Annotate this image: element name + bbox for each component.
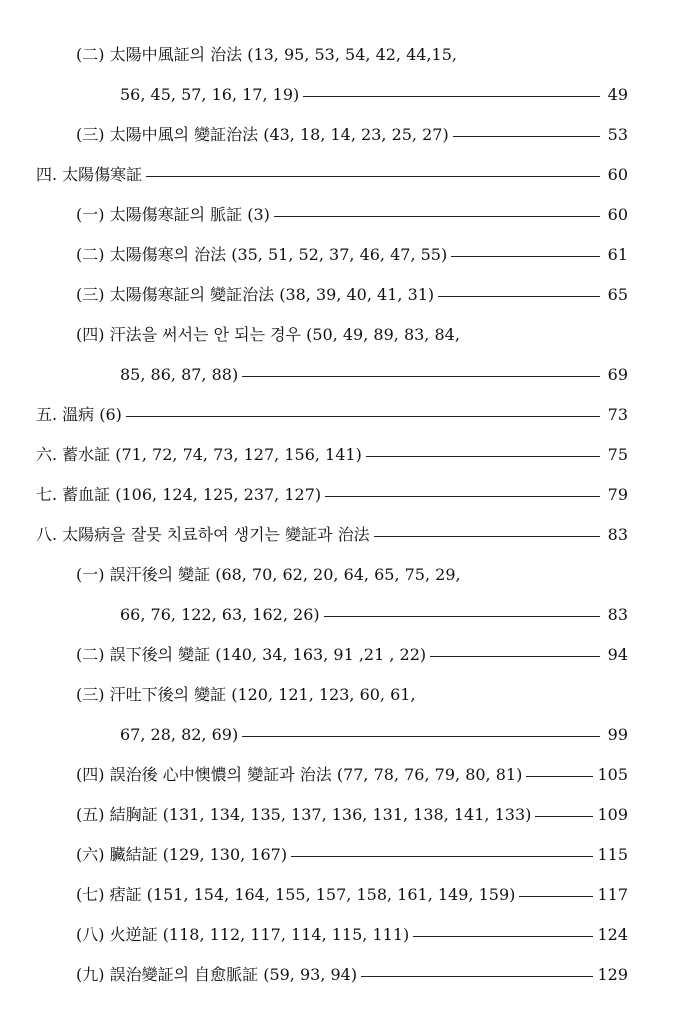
leader-line <box>242 376 600 377</box>
leader-line <box>325 496 600 497</box>
toc-entry <box>76 804 628 826</box>
toc-page-number: 75 <box>607 445 628 464</box>
toc-entry-text: (六) 臟結証 (129, 130, 167) <box>76 845 288 864</box>
leader-line <box>126 416 600 417</box>
leader-line <box>366 456 600 457</box>
toc-entry-text: 六. 蓄水証 (71, 72, 74, 73, 127, 156, 141) <box>36 445 362 464</box>
toc-page-number: 53 <box>607 125 628 144</box>
toc-entry-text: 66, 76, 122, 63, 162, 26) <box>120 605 320 624</box>
toc-page-number: 61 <box>607 245 628 264</box>
toc-entry <box>76 764 628 786</box>
toc-entry <box>76 284 628 306</box>
toc-entry-text: (三) 汗吐下後의 變証 (120, 121, 123, 60, 61, <box>76 685 416 704</box>
toc-entry-text: (二) 誤下後의 變証 (140, 34, 163, 91 ,21 , 22) <box>76 645 427 664</box>
toc-entry-text: 56, 45, 57, 16, 17, 19) <box>120 85 300 104</box>
leader-line <box>361 976 593 977</box>
leader-line <box>451 256 600 257</box>
toc-entry-text: (五) 結胸証 (131, 134, 135, 137, 136, 131, 138, 141, 133) <box>76 805 532 824</box>
leader-line <box>526 776 593 777</box>
toc-entry-text: (二) 太陽中風証의 治法 (13, 95, 53, 54, 42, 44,15, <box>76 45 457 64</box>
leader-line <box>453 136 600 137</box>
toc-page-number: 105 <box>597 765 628 784</box>
toc-page-number: 117 <box>597 885 628 904</box>
toc-page-number: 124 <box>597 925 628 944</box>
leader-line <box>303 96 600 97</box>
toc-page-number: 94 <box>607 645 628 664</box>
toc-page-number: 99 <box>607 725 628 744</box>
toc-page-number: 79 <box>607 485 628 504</box>
toc-page-number: 109 <box>597 805 628 824</box>
toc-entry <box>36 164 628 186</box>
toc-entry <box>120 364 628 386</box>
toc-entry-text: (八) 火逆証 (118, 112, 117, 114, 115, 111) <box>76 925 410 944</box>
toc-entry-text: 85, 86, 87, 88) <box>120 365 239 384</box>
toc-page-number: 65 <box>607 285 628 304</box>
toc-entry-text: (一) 誤汗後의 變証 (68, 70, 62, 20, 64, 65, 75, 29, <box>76 565 461 584</box>
toc-entry-text: (三) 太陽傷寒証의 變証治法 (38, 39, 40, 41, 31) <box>76 285 435 304</box>
toc-entry-text: (四) 誤治後 心中懊憹의 變証과 治法 (77, 78, 76, 79, 80, 81) <box>76 765 523 784</box>
toc-page-number: 69 <box>607 365 628 384</box>
toc-entry <box>76 644 628 666</box>
toc-page-number: 129 <box>597 965 628 984</box>
toc-page-number: 73 <box>607 405 628 424</box>
leader-line <box>519 896 593 897</box>
leader-line <box>374 536 600 537</box>
toc-entry-text: (七) 痞証 (151, 154, 164, 155, 157, 158, 161, 149, 159) <box>76 885 516 904</box>
leader-line <box>291 856 593 857</box>
toc-entry <box>76 204 628 226</box>
toc-page-number: 83 <box>607 605 628 624</box>
leader-line <box>413 936 593 937</box>
toc-entry-text: 67, 28, 82, 69) <box>120 725 239 744</box>
leader-line <box>146 176 600 177</box>
toc-entry <box>76 884 628 906</box>
toc-entry <box>120 84 628 106</box>
toc-page-number: 49 <box>607 85 628 104</box>
toc-entry-text: (二) 太陽傷寒의 治法 (35, 51, 52, 37, 46, 47, 55) <box>76 245 448 264</box>
toc-entry-text: 四. 太陽傷寒証 <box>36 165 143 184</box>
toc-entry <box>76 964 628 986</box>
leader-line <box>430 656 600 657</box>
toc-entry <box>120 724 628 746</box>
toc-entry <box>36 524 628 546</box>
toc-entry-text: (三) 太陽中風의 變証治法 (43, 18, 14, 23, 25, 27) <box>76 125 449 144</box>
toc-entry <box>76 924 628 946</box>
toc-entry-text: 七. 蓄血証 (106, 124, 125, 237, 127) <box>36 485 322 504</box>
toc-entry <box>76 124 628 146</box>
leader-line <box>324 616 600 617</box>
leader-line <box>535 816 593 817</box>
toc-entry <box>120 604 628 626</box>
leader-line <box>242 736 600 737</box>
toc-entry-text: (九) 誤治變証의 自愈脈証 (59, 93, 94) <box>76 965 358 984</box>
toc-entry-text: (四) 汗法을 써서는 안 되는 경우 (50, 49, 89, 83, 84, <box>76 325 460 344</box>
toc-page-number: 60 <box>607 205 628 224</box>
toc-entry-text: 八. 太陽病을 잘못 치료하여 생기는 變証과 治法 <box>36 525 370 544</box>
toc-entry <box>36 444 628 466</box>
leader-line <box>274 216 600 217</box>
toc-entry <box>76 844 628 866</box>
toc-entry-text: (一) 太陽傷寒証의 脈証 (3) <box>76 205 270 224</box>
toc-entry-text: 五. 溫病 (6) <box>36 405 122 424</box>
toc-entry <box>36 484 628 506</box>
toc-entry <box>36 404 628 426</box>
leader-line <box>438 296 600 297</box>
toc-entry <box>76 244 628 266</box>
toc-page-number: 83 <box>607 525 628 544</box>
toc-page-number: 60 <box>607 165 628 184</box>
toc-page-number: 115 <box>597 845 628 864</box>
